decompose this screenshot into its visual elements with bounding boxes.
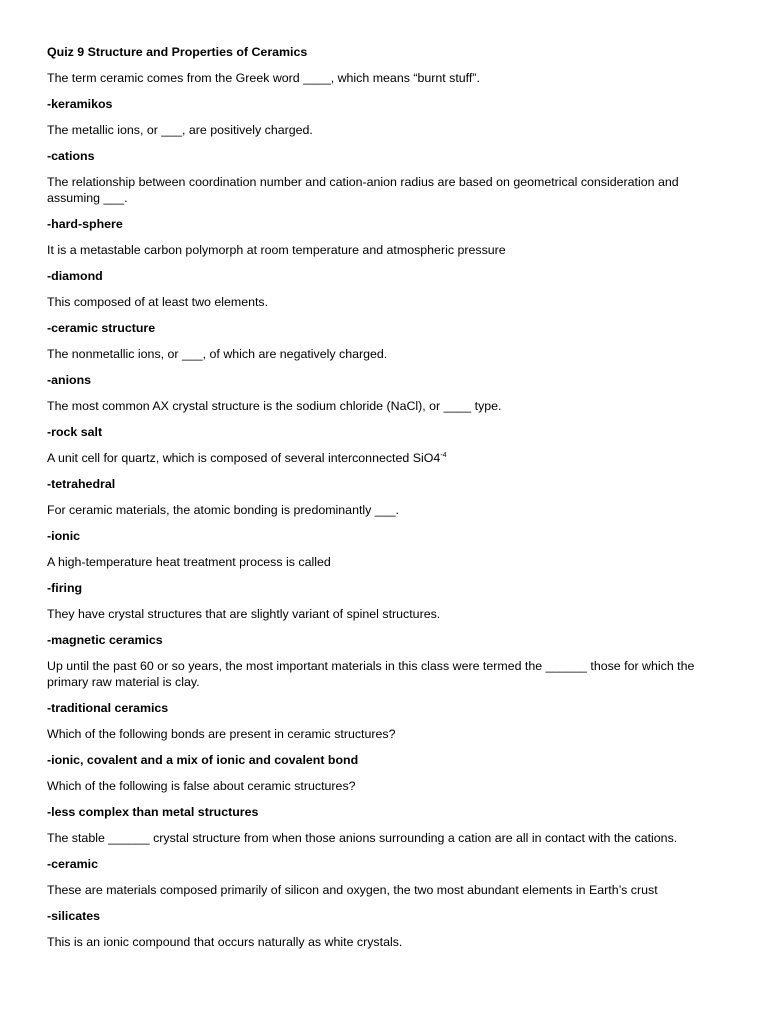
question-8-superscript: -4 bbox=[440, 452, 447, 459]
answer-11: -magnetic ceramics bbox=[47, 633, 163, 647]
answer-2: -cations bbox=[47, 149, 95, 163]
question-17: This is an ionic compound that occurs naturally as white crystals. bbox=[47, 935, 403, 949]
question-11: They have crystal structures that are slightly variant of spinel structures. bbox=[47, 607, 441, 621]
answer-10: -firing bbox=[47, 581, 83, 595]
answer-6: -anions bbox=[47, 373, 92, 387]
answer-8: -tetrahedral bbox=[47, 477, 116, 491]
document-title: Quiz 9 Structure and Properties of Ceramics bbox=[47, 45, 308, 59]
document-page bbox=[47, 44, 727, 960]
question-12: Up until the past 60 or so years, the most important materials in this class were termed the ______ those for which the primary raw material is clay. bbox=[47, 659, 695, 689]
answer-7: -rock salt bbox=[47, 425, 103, 439]
answer-1: -keramikos bbox=[47, 97, 113, 111]
answer-12: -traditional ceramics bbox=[47, 701, 169, 715]
answer-3: -hard-sphere bbox=[47, 217, 123, 231]
question-15: The stable ______ crystal structure from when those anions surrounding a cation are all in contact with the cations. bbox=[47, 831, 678, 845]
answer-5: -ceramic structure bbox=[47, 321, 156, 335]
question-16: These are materials composed primarily of silicon and oxygen, the two most abundant elements in Earth’s crust bbox=[47, 883, 658, 897]
question-8 bbox=[47, 450, 727, 466]
answer-13: -ionic, covalent and a mix of ionic and covalent bond bbox=[47, 753, 359, 767]
question-1: The term ceramic comes from the Greek word ____, which means “burnt stuff”. bbox=[47, 71, 480, 85]
question-5: This composed of at least two elements. bbox=[47, 295, 269, 309]
question-14: Which of the following is false about ceramic structures? bbox=[47, 779, 356, 793]
answer-4: -diamond bbox=[47, 269, 103, 283]
question-3: The relationship between coordination number and cation-anion radius are based on geometrical consideration and assuming ___. bbox=[47, 175, 679, 205]
answer-9: -ionic bbox=[47, 529, 81, 543]
answer-15: -ceramic bbox=[47, 857, 98, 871]
question-9: For ceramic materials, the atomic bonding is predominantly ___. bbox=[47, 503, 399, 517]
question-8-text: A unit cell for quartz, which is composed of several interconnected SiO4 bbox=[47, 451, 441, 465]
answer-14: -less complex than metal structures bbox=[47, 805, 259, 819]
question-2: The metallic ions, or ___, are positively charged. bbox=[47, 123, 313, 137]
question-10: A high-temperature heat treatment process is called bbox=[47, 555, 331, 569]
question-7: The most common AX crystal structure is the sodium chloride (NaCl), or ____ type. bbox=[47, 399, 502, 413]
question-4: It is a metastable carbon polymorph at room temperature and atmospheric pressure bbox=[47, 243, 506, 257]
question-6: The nonmetallic ions, or ___, of which are negatively charged. bbox=[47, 347, 388, 361]
question-13: Which of the following bonds are present in ceramic structures? bbox=[47, 727, 396, 741]
answer-16: -silicates bbox=[47, 909, 101, 923]
